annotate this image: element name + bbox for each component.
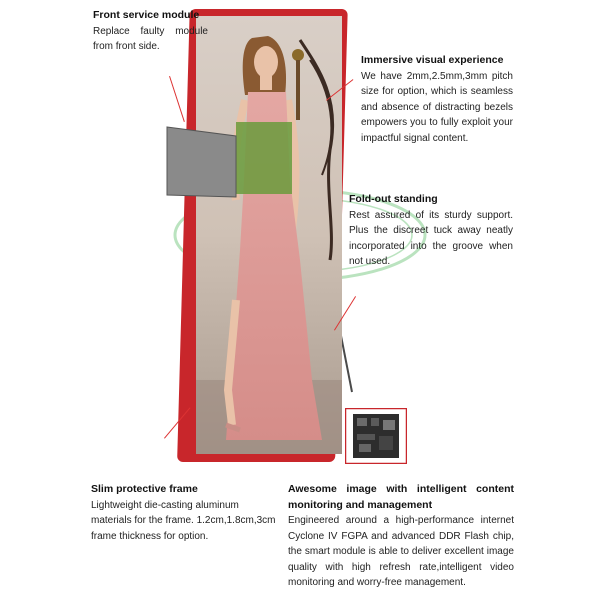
slim-frame-text: Lightweight die-casting aluminum materials for the frame. 1.2cm,1.8cm,3cm frame thickness for option. bbox=[91, 499, 276, 542]
front-service-text: Replace faulty module from front side. bbox=[93, 25, 208, 52]
immersive-text: We have 2mm,2.5mm,3mm pitch size for option, which is seamless and absence of distracting bezels empowers you to fully exploit your impactful signal content. bbox=[361, 70, 513, 144]
slim-frame-section bbox=[91, 482, 281, 544]
slim-frame-title: Slim protective frame bbox=[91, 483, 198, 495]
fold-out-section bbox=[349, 192, 513, 270]
immersive-section bbox=[361, 53, 513, 146]
immersive-title: Immersive visual experience bbox=[361, 54, 504, 66]
highlight-module bbox=[236, 122, 292, 194]
awesome-title: Awesome image with intelligent content monitoring and management bbox=[288, 483, 514, 511]
front-service-section bbox=[93, 8, 208, 55]
module-photo bbox=[345, 408, 407, 464]
fold-out-title: Fold-out standing bbox=[349, 193, 438, 205]
front-service-module bbox=[167, 127, 236, 197]
fold-out-text: Rest assured of its sturdy support. Plus the discreet tuck away neatly incorporated into the groove when not used. bbox=[349, 209, 513, 267]
front-service-title: Front service module bbox=[93, 9, 200, 21]
awesome-text: Engineered around a high-performance internet Cyclone IV FGPA and advanced DDR Flash chip, the smart module is able to deliver excellent image quality with high refresh rate,intelligent video monitoring and worry-free management. bbox=[288, 515, 514, 588]
awesome-section bbox=[288, 482, 514, 591]
screen-image bbox=[196, 16, 342, 454]
